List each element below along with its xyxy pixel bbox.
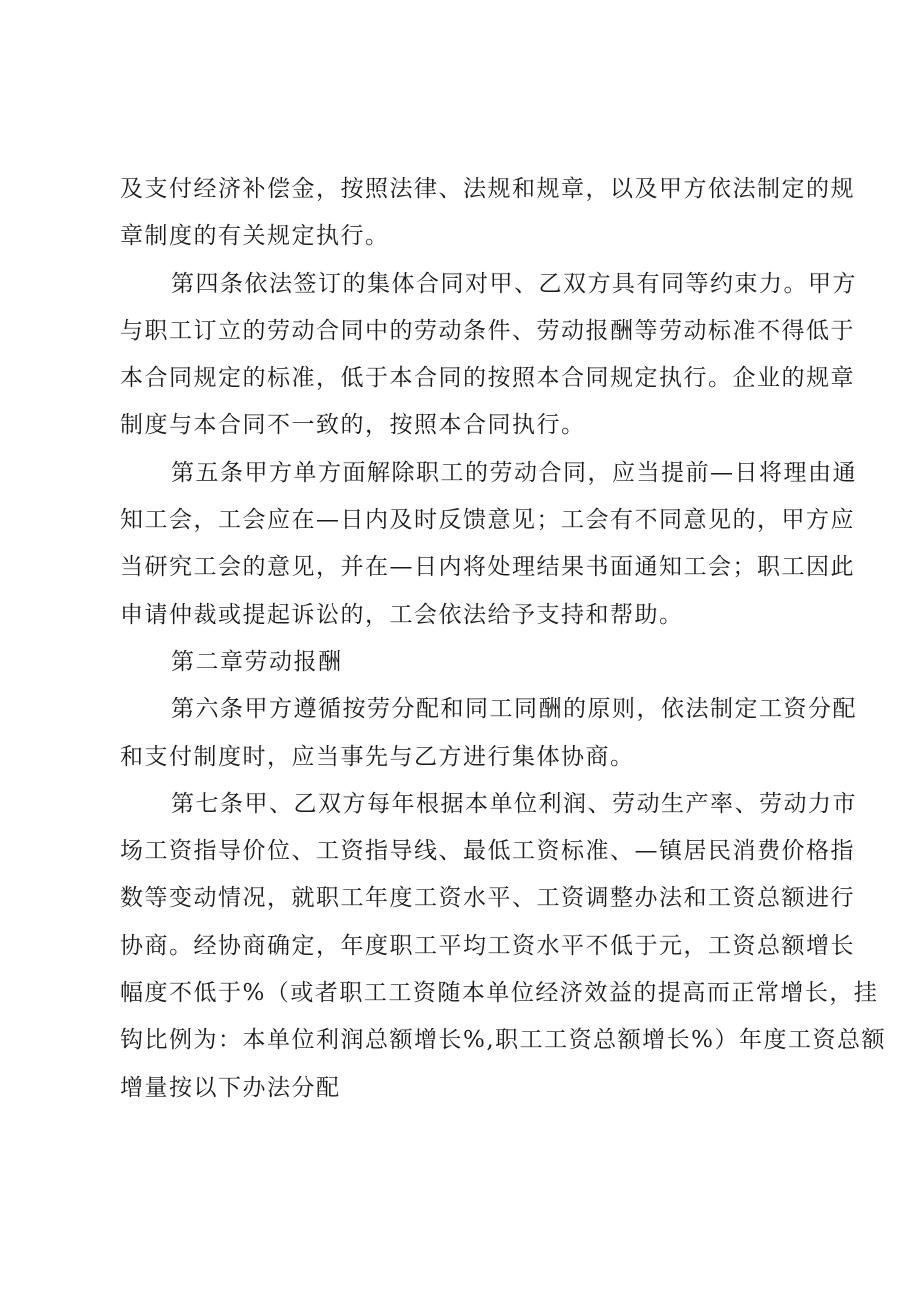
text-line: 知工会，工会应在—日内及时反馈意见；工会有不同意见的，甲方应	[120, 507, 855, 534]
text-line: 数等变动情况，就职工年度工资水平、工资调整办法和工资总额进行	[120, 885, 855, 912]
text-line: 场工资指导价位、工资指导线、最低工资标准、—镇居民消费价格指	[120, 838, 855, 865]
chapter-heading: 第二章劳动报酬	[171, 648, 343, 675]
text-line: 增量按以下办法分配	[120, 1074, 341, 1101]
text-line: 本合同规定的标准，低于本合同的按照本合同规定执行。企业的规章	[120, 365, 855, 392]
text-line: 第七条甲、乙双方每年根据本单位利润、劳动生产率、劳动力市	[171, 790, 857, 817]
text-line: 章制度的有关规定执行。	[120, 223, 390, 250]
text-line: 和支付制度时，应当事先与乙方进行集体协商。	[120, 743, 635, 770]
text-line: 第六条甲方遵循按劳分配和同工同酬的原则，依法制定工资分配	[171, 696, 857, 723]
text-line: 钩比例为：本单位利润总额增长%,职工工资总额增长%）年度工资总额	[120, 1027, 887, 1054]
text-line: 第五条甲方单方面解除职工的劳动合同，应当提前—日将理由通	[171, 459, 857, 486]
text-line: 与职工订立的劳动合同中的劳动条件、劳动报酬等劳动标准不得低于	[120, 317, 855, 344]
text-line: 幅度不低于%（或者职工工资随本单位经济效益的提高而正常增长，挂	[120, 980, 879, 1007]
document-body	[120, 166, 887, 1112]
text-line: 制度与本合同不一致的，按照本合同执行。	[120, 412, 586, 439]
text-line: 当研究工会的意见，并在—日内将处理结果书面通知工会；职工因此	[120, 554, 855, 581]
text-line: 第四条依法签订的集体合同对甲、乙双方具有同等约束力。甲方	[171, 270, 857, 297]
text-line: 及支付经济补偿金，按照法律、法规和规章，以及甲方依法制定的规	[120, 176, 855, 202]
text-line: 申请仲裁或提起诉讼的，工会依法给予支持和帮助。	[120, 601, 684, 628]
text-line: 协商。经协商确定，年度职工平均工资水平不低于元，工资总额增长	[120, 932, 855, 959]
